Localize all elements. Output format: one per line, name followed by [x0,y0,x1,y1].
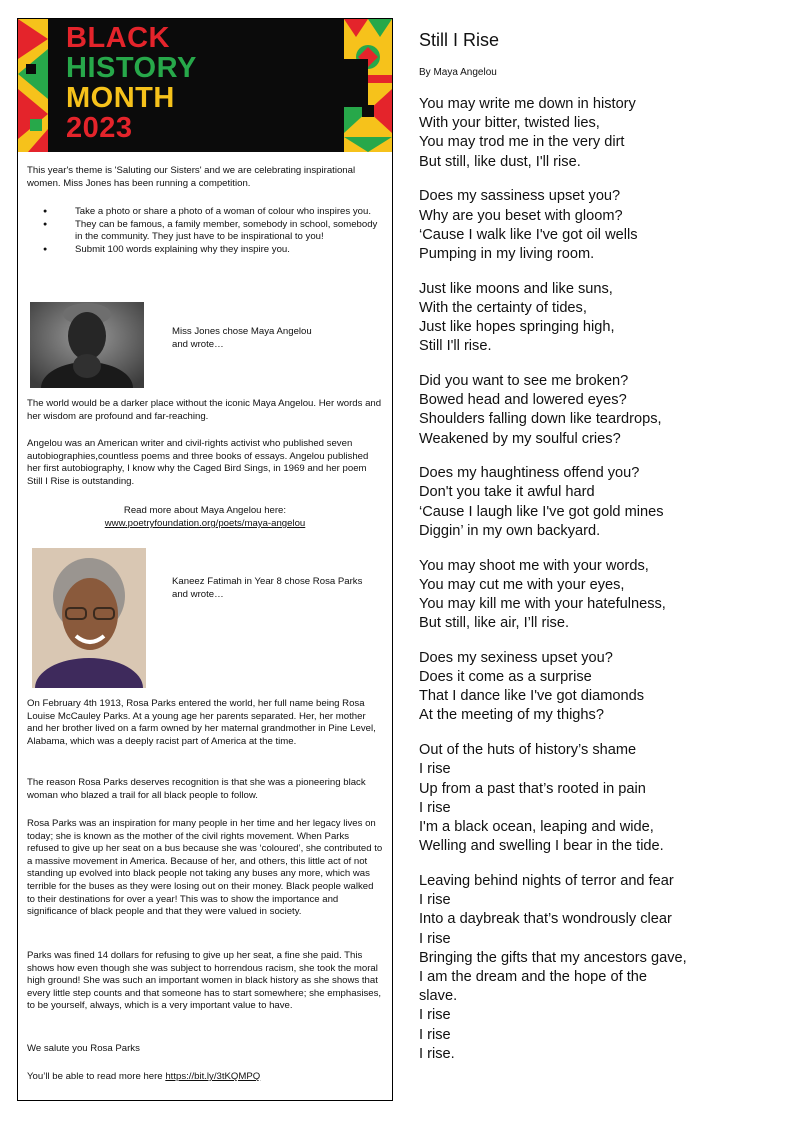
poem-line: I rise [419,892,451,909]
poem-line: You may write me down in history [419,96,636,112]
poem-line: That I dance like I've got diamonds [419,688,645,705]
poem-line: You may cut me with your eyes, [419,576,625,593]
poem-line: Into a daybreak that’s wondrously clear [419,911,672,928]
poem-line: Just like hopes springing high, [419,319,615,336]
poem-line: I am the dream and the hope of the [419,968,647,985]
poem-line: I rise [419,930,451,947]
parks-salute: We salute you Rosa Parks [27,1043,140,1054]
poem-line: You may trod me in the very dirt [419,134,625,151]
black-history-month-banner [18,19,392,152]
poem-line: Leaving behind nights of terror and fear [419,872,674,889]
poem-line: You may shoot me with your words, [419,557,649,574]
poem-stanza [419,872,759,1064]
poem-line: Does it come as a surprise [419,669,592,686]
parks-link[interactable]: https://bit.ly/3tKQMPQ [165,1071,261,1082]
banner-title [66,23,197,143]
list-item: ● Take a photo or share a photo of a woman of colour who inspires you. [27,206,383,219]
intro-paragraph: This year's theme is 'Saluting our Sisters' and we are celebrating inspirational women. Miss Jones has been running a competition. [27,165,356,189]
poem-line: But still, like dust, I'll rise. [419,153,581,170]
parks-read-more: You’ll be able to read more here https://bit.ly/3tKQMPQ [27,1071,261,1082]
banner-line-black: BLACK [66,22,170,54]
poem-stanza [419,464,759,541]
angelou-paragraph-1: The world would be a darker place without the iconic Maya Angelou. Her words and her wisdom are profound and far-reaching. [27,398,382,422]
poem-line: I rise [419,1026,451,1043]
poem-line: Did you want to see me broken? [419,372,629,389]
poem-line: Pumping in my living room. [419,245,595,262]
poem-line: Why are you beset with gloom? [419,207,623,224]
entry2-caption: Kaneez Fatimah in Year 8 chose Rosa Parks and wrote… [172,576,363,600]
poem-stanza [419,280,759,357]
poem-line: You may kill me with your hatefulness, [419,595,666,612]
poem-line: slave. [419,988,458,1005]
poem-line: But still, like air, I’ll rise. [419,615,570,632]
parks-paragraph-4: Parks was fined 14 dollars for refusing to give up her seat, a fine she paid. This shows how even though she was subject to horrendous racism, she took the moral high ground! She was such an important women in black history as she shows that every little step counts and that someone has to start somewhere; she emphasises, to be yourself, always, which is a very important value to have. [27,950,382,1012]
poem-line: Still I'll rise. [419,338,492,355]
poem-line: Bringing the gifts that my ancestors gave, [419,949,687,966]
poem-line: Does my sassiness upset you? [419,188,621,205]
poem-line: I rise [419,761,451,778]
poem-stanza [419,95,759,172]
parks-paragraph-1: On February 4th 1913, Rosa Parks entered the world, her full name being Rosa Louise McCauley Parks. At a young age her parents separated. Her, her mother and her brother lived on a farm owned by her maternal grandmother in Pine Level, Alabama, which was a deeply racist part of America at the time. [27,698,376,747]
poem-line: I rise. [419,1045,455,1062]
poem-line: Don't you take it awful hard [419,484,595,501]
poem-line: With the certainty of tides, [419,299,587,316]
poem-byline: By Maya Angelou [419,67,497,78]
poem-line: Bowed head and lowered eyes? [419,392,627,409]
poem-line: Does my sexiness upset you? [419,649,613,666]
poem-line: I'm a black ocean, leaping and wide, [419,819,654,835]
entry1-caption: Miss Jones chose Maya Angelou and wrote… [172,326,312,350]
poem-stanza [419,741,759,856]
banner-line-month: MONTH [66,82,175,114]
poem-line: At the meeting of my thighs? [419,707,604,724]
competition-rules-list [27,206,383,256]
banner-line-history: HISTORY [66,52,197,84]
list-item: ● Submit 100 words explaining why they inspire you. [27,244,383,257]
poem-body [419,95,759,1079]
poem-line: Up from a past that’s rooted in pain [419,780,646,797]
poem-line: ‘Cause I walk like I've got oil wells [419,226,638,243]
poem-line: Does my haughtiness offend you? [419,465,640,482]
rosa-parks-photo [32,548,146,688]
banner-line-year: 2023 [66,112,133,144]
poem-stanza [419,557,759,634]
poem-line: Shoulders falling down like teardrops, [419,411,662,428]
newsletter-panel [17,18,393,1101]
parks-paragraph-2: The reason Rosa Parks deserves recognition is that she was a pioneering black woman who blazed a trail for all black people to follow. [27,777,366,801]
angelou-paragraph-2: Angelou was an American writer and civil-rights activist who published seven autobiographies,countless poems and three books of essays. Angelou published her first autobiography, I know why the Caged Bird Sings, in 1969 and her poem Still I Rise is outstanding. [27,438,369,487]
poem-line: ‘Cause I laugh like I've got gold mines [419,503,664,520]
poem-line: Weakened by my soulful cries? [419,430,621,447]
angelou-read-more: Read more about Maya Angelou here: [123,505,287,516]
poem-stanza [419,649,759,726]
kente-pattern-left [18,19,48,152]
maya-angelou-photo [30,302,144,388]
poem-line: Just like moons and like suns, [419,280,613,297]
poem-stanza [419,187,759,264]
poem-line: Welling and swelling I bear in the tide. [419,838,664,855]
angelou-link[interactable]: www.poetryfoundation.org/poets/maya-angelou [104,518,306,529]
poem-line: Diggin’ in my own backyard. [419,522,601,539]
poem-line: Out of the huts of history’s shame [419,742,637,759]
poem-title: Still I Rise [419,30,500,50]
poem-line: With your bitter, twisted lies, [419,115,600,132]
list-item: ● They can be famous, a family member, somebody in school, somebody in the community. They just have to be inspirational to you! [27,219,383,244]
poem-stanza [419,372,759,449]
parks-paragraph-3: Rosa Parks was an inspiration for many people in her time and her legacy lives on today; she is known as the mother of the civil rights movement. When Parks refused to give up her seat on a bus because she was ‘coloured’, she contributed to a massive movement in America. Because of her, and others, this little act of not standing up evolved into black people not taking any buses any more, which was terrible for the buses as they were losing out on their money. Black people walked to their destinations for over a year! This was to show the importance and significance of black people and that they were valued in society. [27,818,383,918]
poem-line: I rise [419,799,451,816]
poem-line: I rise [419,1007,451,1024]
